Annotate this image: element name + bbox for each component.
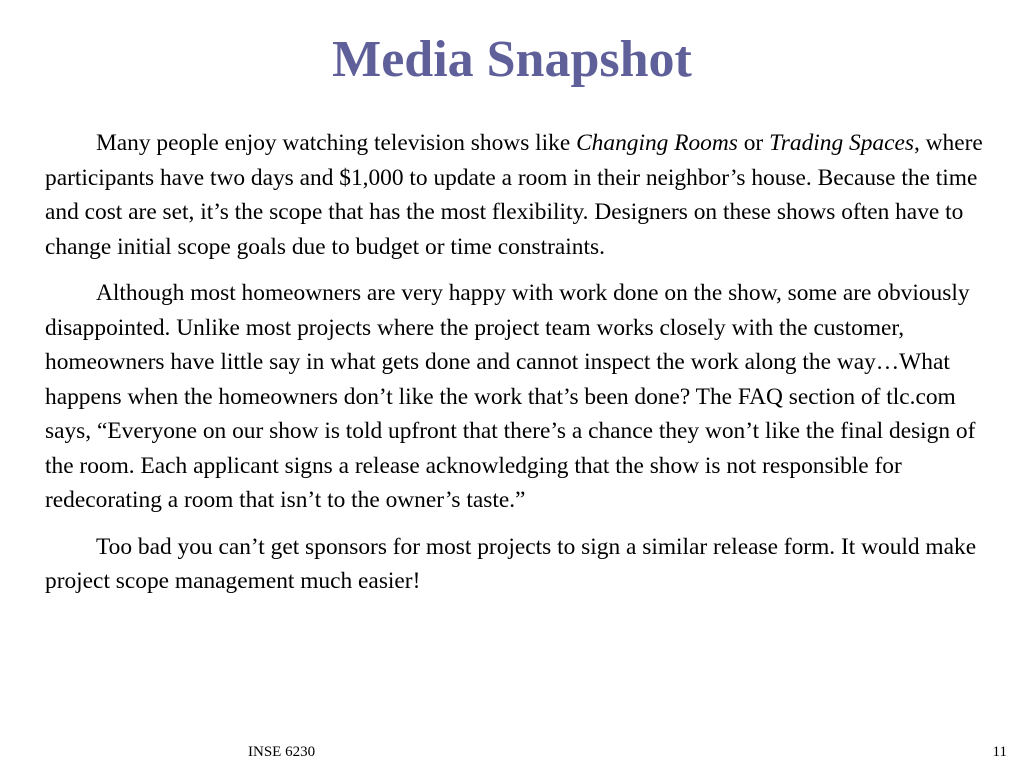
paragraph-intro (45, 126, 985, 264)
paragraph-intro-connector: or (737, 130, 770, 156)
show-title-changing-rooms: Changing Rooms (576, 130, 738, 156)
slide-title: Media Snapshot (332, 31, 692, 88)
paragraph-intro-rest: , where participants have two days and $1,000 to update a room in their neighbor’s house. Because the time and cost are set, it’s the scope that has the most flexibility. Designers on these shows often have to change initial scope goals due to budget or time constraints. (45, 130, 983, 260)
footer-course-code: INSE 6230 (248, 744, 316, 760)
show-title-trading-spaces: Trading Spaces (769, 130, 914, 156)
paragraph-homeowners: Although most homeowners are very happy with work done on the show, some are obviously disappointed. Unlike most projects where the project team works closely with the customer, homeowners have little say in what gets done and cannot inspect the work along the way…What happens when the homeowners don’t like the work that’s been done? The FAQ section of tlc.com says, “Everyone on our show is told upfront that there’s a chance they won’t like the final design of the room. Each applicant signs a release acknowledging that the show is not responsible for redecorating a room that isn’t to the owner’s taste.” (45, 280, 976, 513)
page-number: 11 (992, 744, 1007, 760)
slide-body (45, 126, 985, 599)
paragraph-conclusion: Too bad you can’t get sponsors for most projects to sign a similar release form. It would make project scope management much easier! (45, 533, 977, 594)
paragraph-intro-lead: Many people enjoy watching television shows like (96, 130, 577, 156)
